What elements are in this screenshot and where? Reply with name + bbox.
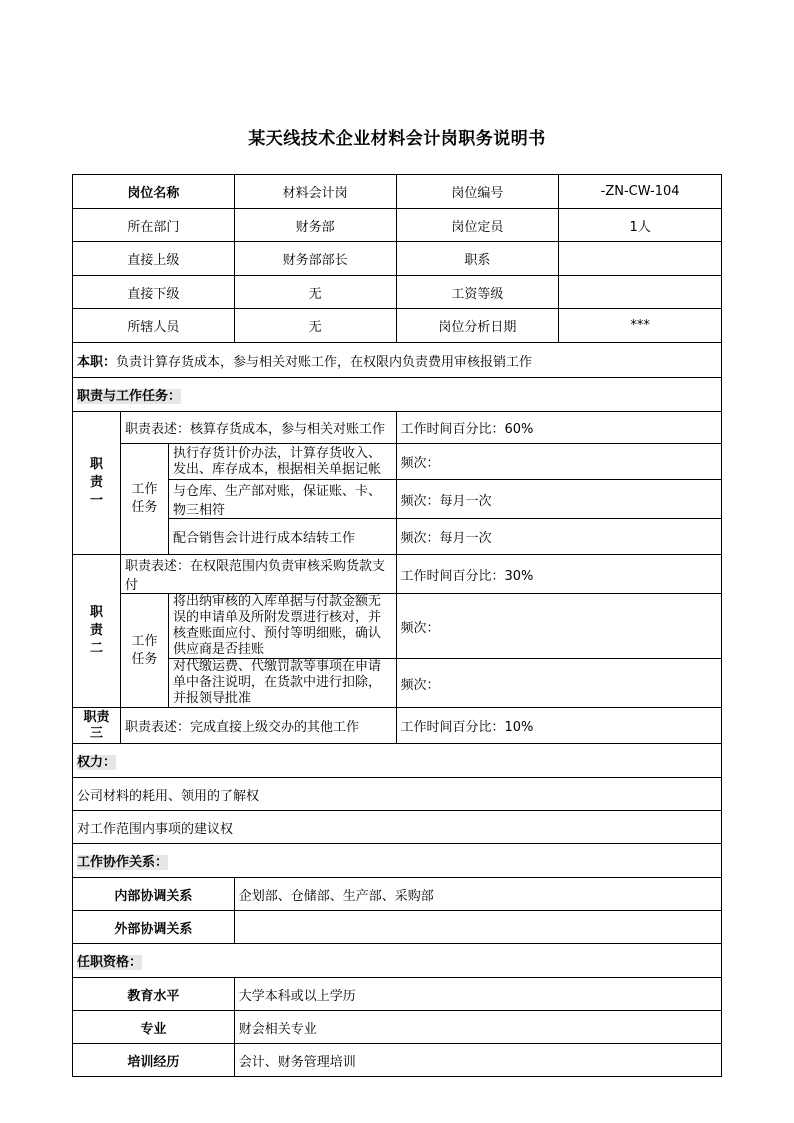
major-label: 专业	[73, 1011, 235, 1044]
headcount-label: 岗位定员	[396, 209, 559, 242]
relations-section-header	[73, 844, 722, 878]
series-label: 职系	[396, 242, 559, 276]
series-value	[559, 242, 722, 276]
analysis-date-label: 岗位分析日期	[396, 309, 559, 343]
duty-2-task-label: 工作任务	[120, 594, 168, 708]
duty-2-task-2: 对代缴运费、代缴罚款等事项在申请单中备注说明，在货款中进行扣除，并报领导批准	[168, 659, 396, 708]
relations-label: 工作协作关系：	[77, 855, 169, 870]
major-value: 财会相关专业	[234, 1011, 721, 1044]
authority-section-header	[73, 744, 722, 778]
duty-1-task-2: 与仓库、生产部对账，保证账、卡、物三相符	[168, 480, 396, 519]
duty-1-task-1-freq: 频次：	[396, 444, 721, 480]
training-label: 培训经历	[73, 1044, 235, 1077]
duty-3-label: 职责三	[73, 708, 121, 744]
subordinate-value: 无	[234, 276, 396, 309]
analysis-date-value: ***	[559, 309, 722, 343]
superior-label: 直接上级	[73, 242, 235, 276]
job-summary	[73, 343, 722, 378]
duty-3-pct: 工作时间百分比：10%	[396, 708, 721, 744]
duty-1-task-3: 配合销售会计进行成本结转工作	[168, 519, 396, 555]
duties-label: 职责与工作任务：	[77, 389, 182, 404]
duty-1-task-label: 工作任务	[120, 444, 168, 555]
duty-1-task-1: 执行存货计价办法，计算存货收入、发出、库存成本，根据相关单据记帐	[168, 444, 396, 480]
duties-section-header	[73, 378, 722, 412]
summary-text: 负责计算存货成本，参与相关对账工作，在权限内负责费用审核报销工作	[116, 354, 533, 370]
position-code-label: 岗位编号	[396, 175, 559, 209]
authority-item-1: 公司材料的耗用、领用的了解权	[73, 778, 722, 811]
document-title: 某天线技术企业材料会计岗职务说明书	[248, 129, 546, 149]
subordinate-label: 直接下级	[73, 276, 235, 309]
external-value	[234, 911, 721, 944]
internal-label: 内部协调关系	[73, 878, 235, 911]
duty-2-desc: 职责表述：在权限范围内负责审核采购货款支付	[120, 555, 396, 594]
position-name-label: 岗位名称	[73, 175, 235, 209]
position-name-value: 材料会计岗	[234, 175, 396, 209]
duty-3-desc: 职责表述：完成直接上级交办的其他工作	[120, 708, 396, 744]
edu-label: 教育水平	[73, 978, 235, 1011]
position-code-value: -ZN-CW-104	[559, 175, 722, 209]
staff-label: 所辖人员	[73, 309, 235, 343]
summary-label: 本职：	[77, 354, 117, 370]
authority-label: 权力：	[77, 755, 117, 770]
headcount-value: 1人	[559, 209, 722, 242]
duty-2-label: 职责二	[73, 555, 121, 708]
qualification-label: 任职资格：	[77, 955, 143, 970]
external-label: 外部协调关系	[73, 911, 235, 944]
duty-2-task-1: 将出纳审核的入库单据与付款金额无误的申请单及所附发票进行核对，并核查账面应付、预付等明细账，确认供应商是否挂账	[168, 594, 396, 659]
superior-value: 财务部部长	[234, 242, 396, 276]
duty-2-pct: 工作时间百分比：30%	[396, 555, 721, 594]
job-description-table	[72, 174, 722, 1077]
duty-1-task-3-freq: 频次：每月一次	[396, 519, 721, 555]
duty-1-pct: 工作时间百分比：60%	[396, 412, 721, 444]
duty-1-desc: 职责表述：核算存货成本，参与相关对账工作	[120, 412, 396, 444]
staff-value: 无	[234, 309, 396, 343]
duty-2-task-2-freq: 频次：	[396, 659, 721, 708]
edu-value: 大学本科或以上学历	[234, 978, 721, 1011]
duty-2-task-1-freq: 频次：	[396, 594, 721, 659]
grade-value	[559, 276, 722, 309]
duty-1-label: 职责一	[73, 412, 121, 555]
qualification-section-header	[73, 944, 722, 978]
grade-label: 工资等级	[396, 276, 559, 309]
dept-value: 财务部	[234, 209, 396, 242]
duty-1-task-2-freq: 频次：每月一次	[396, 480, 721, 519]
internal-value: 企划部、仓储部、生产部、采购部	[234, 878, 721, 911]
training-value: 会计、财务管理培训	[234, 1044, 721, 1077]
authority-item-2: 对工作范围内事项的建议权	[73, 811, 722, 844]
dept-label: 所在部门	[73, 209, 235, 242]
